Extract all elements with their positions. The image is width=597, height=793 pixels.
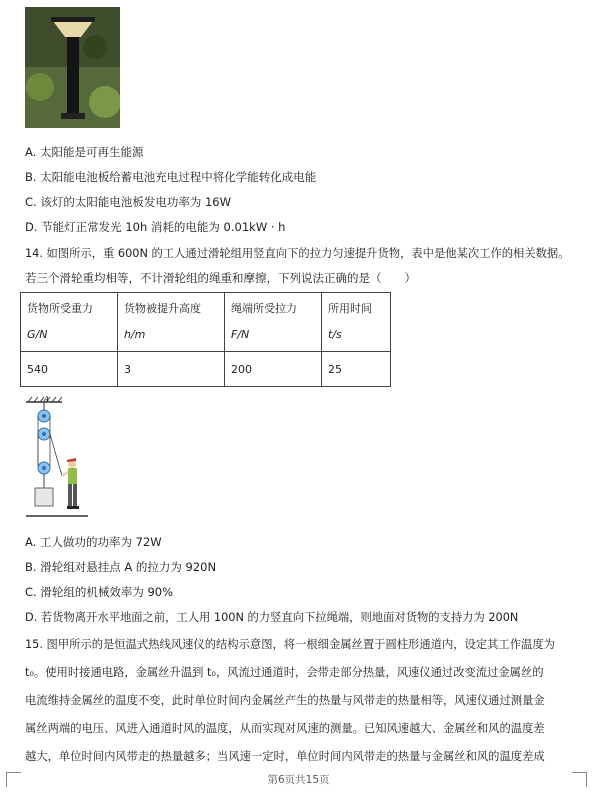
table-header-row — [21, 293, 391, 352]
solar-lamp-photo — [25, 7, 120, 128]
q14-option-b: B. 滑轮组对悬挂点 A 的拉力为 920N — [25, 560, 217, 574]
q14-option-d: D. 若货物离开水平地面之前，工人用 100N 的力竖直向下拉绳端，则地面对货物的支持力为 200N — [25, 611, 519, 624]
table-cell: 200 — [225, 352, 322, 387]
q15-text-line4: 属丝两端的电压、风进入通道时风的温度，从而实现对风速的测量。已知风速越大、金属丝和风的温度差 — [25, 722, 545, 735]
table-cell: 3 — [118, 352, 225, 387]
q13-option-a: A. 太阳能是可再生能源 — [25, 145, 144, 159]
q14-stem-line2: 若三个滑轮重均相等，不计滑轮组的绳重和摩擦，下列说法正确的是（ ） — [25, 271, 416, 285]
table-header-cell: 所用时间 t/s — [322, 293, 391, 352]
q15-text-line2: t₀。使用时接通电路，金属丝升温到 t₀，风流过通道时，会带走部分热量，风速仪通过改变流过金属丝的 — [25, 666, 544, 679]
q15-text-line1: 15. 图甲所示的是恒温式热线风速仪的结构示意图，将一根细金属丝置于圆柱形通道内，设定其工作温度为 — [25, 638, 555, 651]
q13-option-c: C. 该灯的太阳能电池板发电功率为 16W — [25, 195, 231, 209]
table-header-cell: 货物被提升高度 h/m — [118, 293, 225, 352]
q14-option-a: A. 工人做功的功率为 72W — [25, 535, 162, 549]
table-header-cell: 绳端所受拉力 F/N — [225, 293, 322, 352]
q15-text-line5: 越大，单位时间内风带走的热量越多；当风速一定时，单位时间内风带走的热量与金属丝和风的温度差成 — [25, 750, 545, 763]
table-cell: 25 — [322, 352, 391, 387]
q15-text-line3: 电流维持金属丝的温度不变，此时单位时间内金属丝产生的热量与风带走的热量相等，风速仪通过测量金 — [25, 694, 545, 707]
table-cell: 540 — [21, 352, 118, 387]
pulley-system-figure — [22, 396, 92, 522]
table-row — [21, 352, 391, 387]
page-footer: 第6页共15页 — [267, 774, 330, 786]
q13-option-d: D. 节能灯正常发光 10h 消耗的电能为 0.01kW · h — [25, 220, 286, 234]
q14-option-c: C. 滑轮组的机械效率为 90% — [25, 585, 174, 599]
q14-stem-line1: 14. 如图所示，重 600N 的工人通过滑轮组用竖直向下的拉力匀速提升货物，表中是他某次工作的相关数据。 — [25, 247, 570, 260]
q14-data-table — [20, 292, 391, 387]
q13-option-b: B. 太阳能电池板给蓄电池充电过程中将化学能转化成电能 — [25, 170, 317, 184]
point-a-label: A — [44, 396, 50, 403]
table-header-cell: 货物所受重力 G/N — [21, 293, 118, 352]
